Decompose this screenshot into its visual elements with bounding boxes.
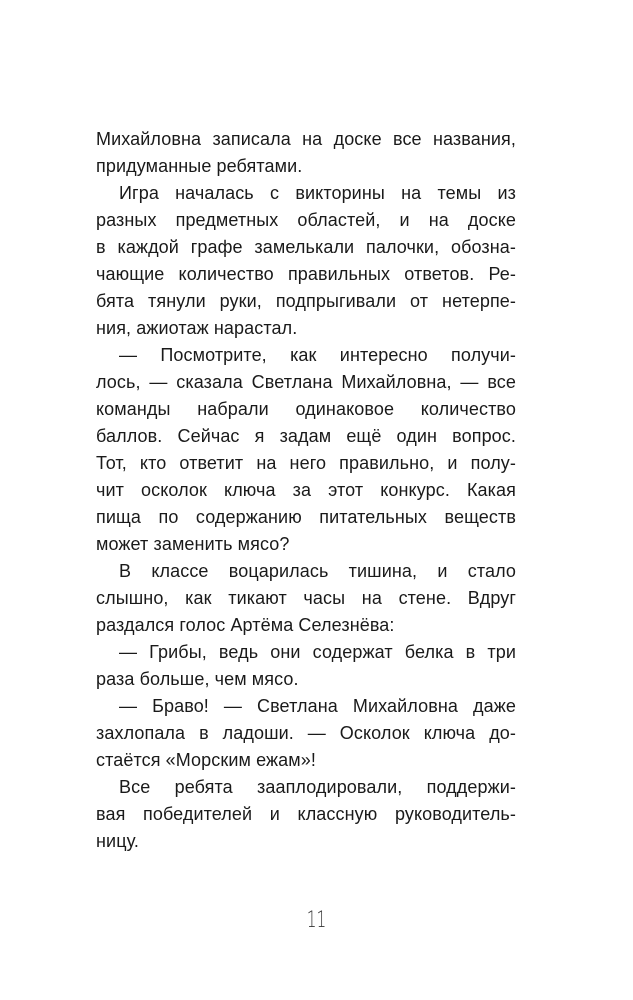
text-line-17: В классе воцарилась тишина, и стало	[119, 561, 516, 581]
text-line-4: разных предметных областей, и на доске	[96, 210, 516, 230]
text-line-3: Игра началась с викторины на темы из	[119, 183, 516, 203]
text-line-16: может заменить мясо?	[96, 534, 290, 554]
text-line-12: баллов. Сейчас я задам ещё один вопрос.	[96, 426, 516, 446]
text-line-9: — Посмотрите, как интересно получи-	[119, 345, 516, 365]
text-line-10: лось, — сказала Светлана Михайловна, — все	[96, 372, 516, 392]
text-line-2: придуманные ребятами.	[96, 156, 303, 176]
text-line-25: Все ребята зааплодировали, поддержи-	[119, 777, 516, 797]
text-line-13: Тот, кто ответит на него правильно, и полу-	[96, 453, 516, 473]
text-line-6: чающие количество правильных ответов. Ре-	[96, 264, 516, 284]
text-line-5: в каждой графе замелькали палочки, обозна-	[96, 237, 516, 257]
text-line-11: команды набрали одинаковое количество	[96, 399, 516, 419]
text-line-14: чит осколок ключа за этот конкурс. Какая	[96, 480, 516, 500]
page-number: 11	[306, 908, 327, 933]
body-text	[96, 126, 516, 855]
text-line-20: — Грибы, ведь они содержат белка в три	[119, 642, 516, 662]
text-line-26: вая победителей и классную руководитель-	[96, 804, 516, 824]
text-line-23: захлопала в ладоши. — Осколок ключа до-	[96, 723, 516, 743]
text-line-27: ницу.	[96, 831, 140, 851]
text-line-7: бята тянули руки, подпрыгивали от нетерпе-	[96, 291, 516, 311]
text-line-19: раздался голос Артёма Селезнёва:	[96, 615, 395, 635]
text-line-21: раза больше, чем мясо.	[96, 669, 299, 689]
text-line-22: — Браво! — Светлана Михайловна даже	[119, 696, 516, 716]
text-line-8: ния, ажиотаж нарастал.	[96, 318, 298, 338]
text-line-15: пища по содержанию питательных веществ	[96, 507, 516, 527]
text-line-24: стаётся «Морским ежам»!	[96, 750, 316, 770]
text-line-18: слышно, как тикают часы на стене. Вдруг	[96, 588, 516, 608]
text-line-1: Михайловна записала на доске все названия,	[96, 129, 516, 149]
